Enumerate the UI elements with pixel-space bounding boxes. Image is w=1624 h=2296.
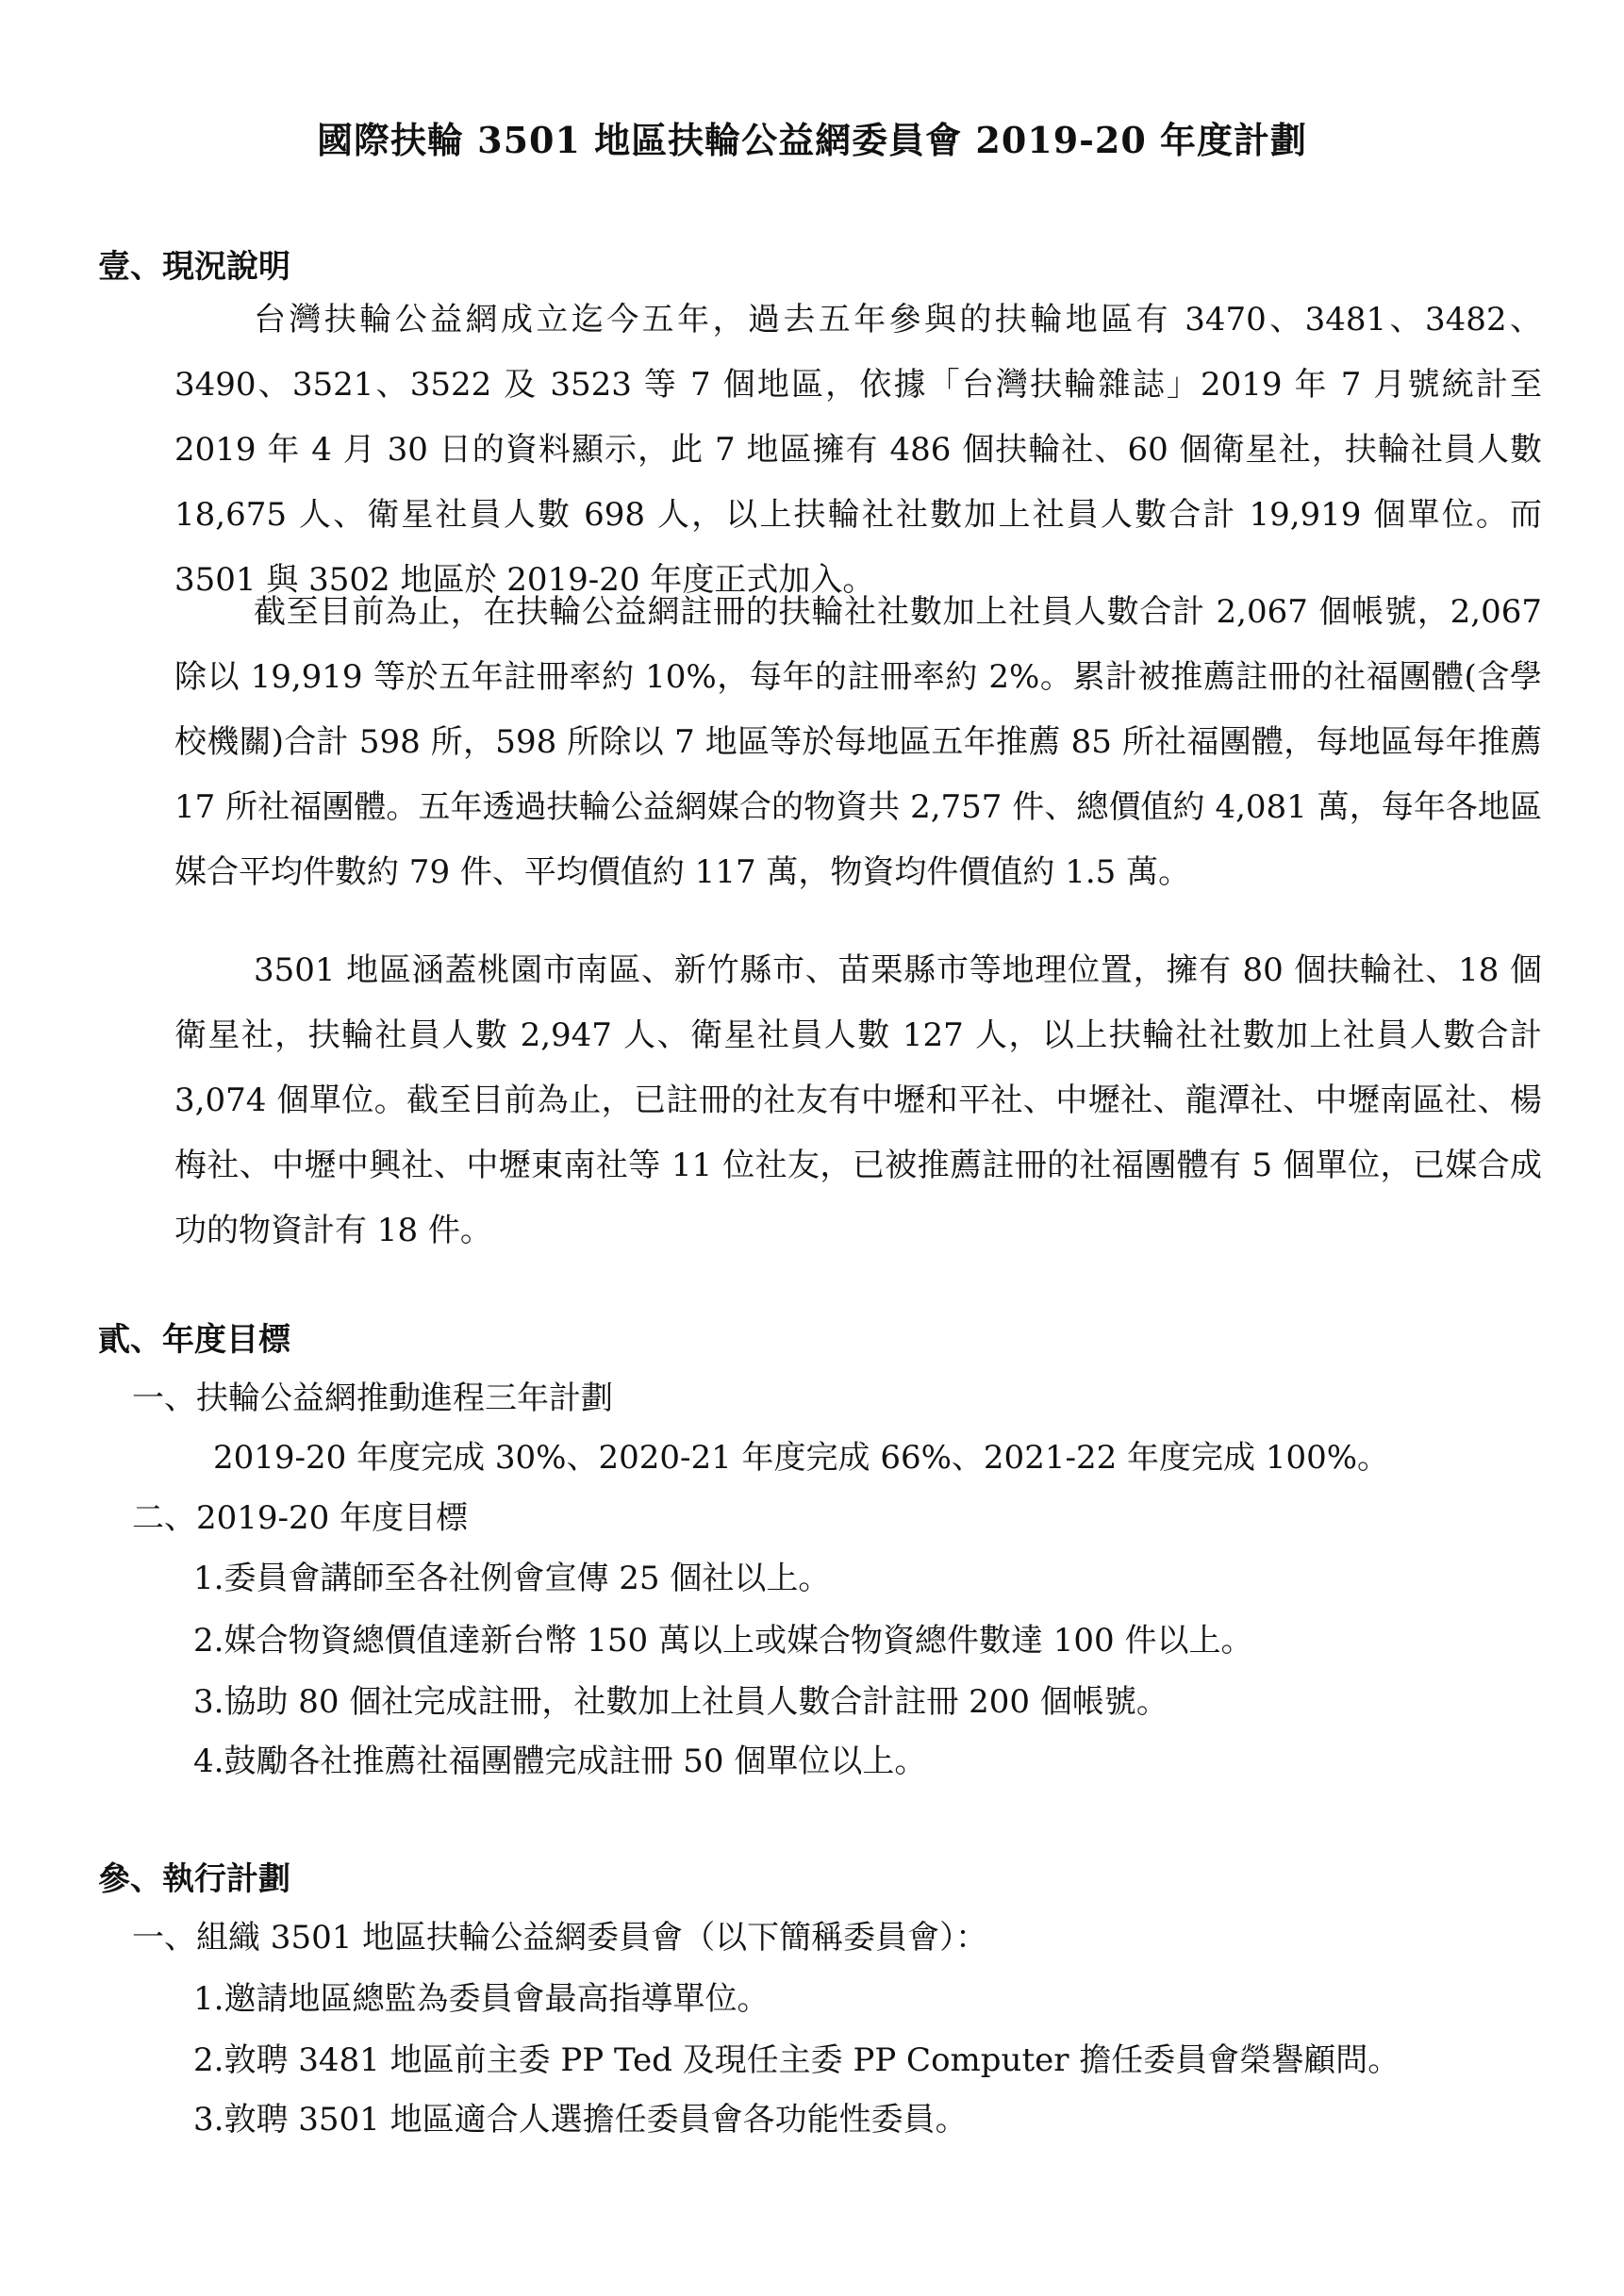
section2-item-2: 2.媒合物資總價值達新台幣 150 萬以上或媒合物資總件數達 100 件以上。 [193, 1622, 1253, 1660]
section1-paragraph-2: 截至目前為止，在扶輪公益網註冊的扶輪社社數加上社員人數合計 2,067 個帳號，2,067 除以 19,919 等於五年註冊率約 10%，每年的註冊率約 2%。累計被推薦註冊的社福團體(含學校機關)合計 598 所，598 所除以 7 地區等於每地區五年推薦 85 所社福團體，每地區每年推薦 17 所社福團體。五年透過扶輪公益網媒合的物資共 2,757 件、總價值約 4,081 萬，每年各地區媒合平均件數約 79 件、平均價值約 117 萬，物資均件價值約 1.5 萬。 [174, 593, 1542, 891]
section2-item-1: 1.委員會講師至各社例會宣傳 25 個社以上。 [193, 1560, 831, 1597]
section3-item-1: 1.邀請地區總監為委員會最高指導單位。 [193, 1980, 770, 2018]
section1-paragraph-3: 3501 地區涵蓋桃園市南區、新竹縣市、苗栗縣市等地理位置，擁有 80 個扶輪社、18 個衛星社，扶輪社員人數 2,947 人、衛星社員人數 127 人，以上扶輪社社數加上社員人數合計 3,074 個單位。截至目前為止，已註冊的社友有中壢和平社、中壢社、龍潭社、中壢南區社、楊梅社、中壢中興社、中壢東南社等 11 位社友，已被推薦註冊的社福團體有 5 個單位，已媒合成功的物資計有 18 件。 [174, 951, 1542, 1249]
section1-paragraph-1: 台灣扶輪公益網成立迄今五年，過去五年參與的扶輪地區有 3470、3481、3482、3490、3521、3522 及 3523 等 7 個地區，依據「台灣扶輪雜誌」2019 年 7 月號統計至 2019 年 4 月 30 日的資料顯示，此 7 地區擁有 486 個扶輪社、60 個衛星社，扶輪社員人數 18,675 人、衛星社員人數 698 人，以上扶輪社社數加上社員人數合計 19,919 個單位。而 3501 與 3502 地區於 2019-20 年度正式加入。 [174, 301, 1542, 599]
section2-heading: 貳、年度目標 [98, 1321, 290, 1359]
section3-item-3: 3.敦聘 3501 地區適合人選擔任委員會各功能性委員。 [193, 2101, 968, 2139]
section1-heading: 壹、現況說明 [98, 248, 290, 286]
section2-subheading-2: 二、2019-20 年度目標 [132, 1499, 469, 1537]
section3-item-2: 2.敦聘 3481 地區前主委 PP Ted 及現任主委 PP Computer 擔任委員會榮譽顧問。 [193, 2041, 1400, 2079]
section2-item-3: 3.協助 80 個社完成註冊，社數加上社員人數合計註冊 200 個帳號。 [193, 1683, 1168, 1721]
section2-item-4: 4.鼓勵各社推薦社福團體完成註冊 50 個單位以上。 [193, 1743, 927, 1780]
section3-heading: 參、執行計劃 [98, 1860, 290, 1898]
section3-subheading-1: 一、組織 3501 地區扶輪公益網委員會（以下簡稱委員會）： [132, 1919, 988, 1957]
document-title: 國際扶輪 3501 地區扶輪公益網委員會 2019-20 年度計劃 [316, 119, 1308, 161]
section2-subheading-1-text: 2019-20 年度完成 30%、2020-21 年度完成 66%、2021-22 年度完成 100%。 [213, 1439, 1390, 1477]
section2-subheading-1: 一、扶輪公益網推動進程三年計劃 [132, 1379, 613, 1417]
